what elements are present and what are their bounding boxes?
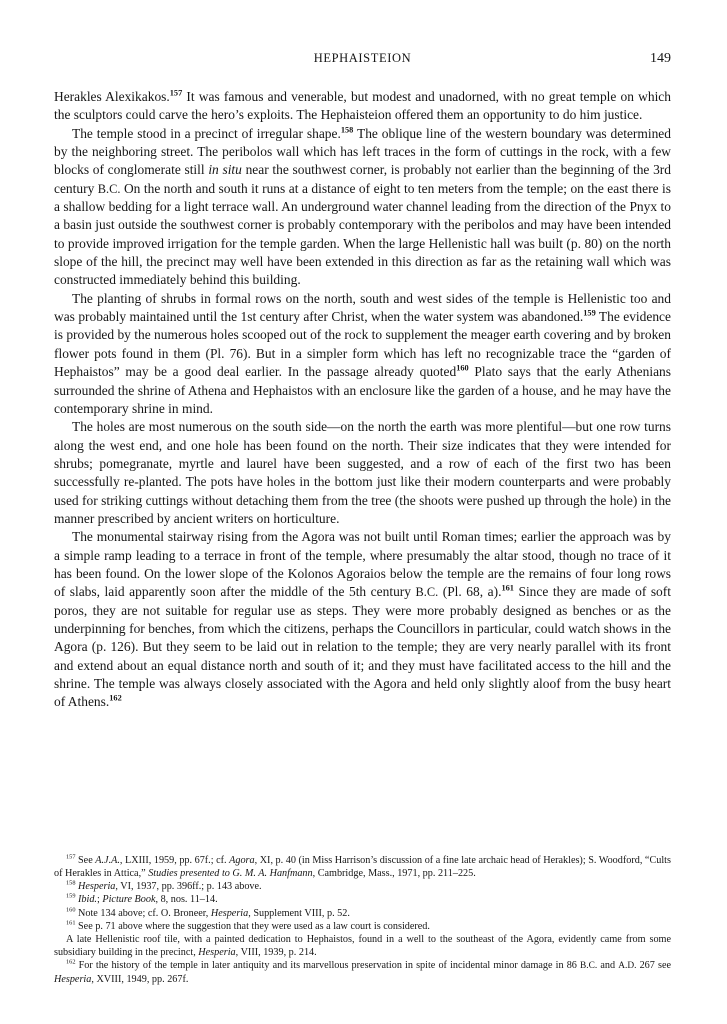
footnote-162: $^{162}$ For the history of the temple in later antiquity and its marvellous preservation in spite of incidental minor damage in 86 B.C. and A.D. 267 see Hesperia, XVIII, 1949, pp. 267f. <box>54 958 672 986</box>
footnote-158: $^{158}$ Hesperia, VI, 1937, pp. 396ff.; p. 143 above. <box>66 879 262 893</box>
paragraph: Herakles Alexikakos.$^{157}$ It was famous and venerable, but modest and unadorned, with no great temple on which the sculptors could carve the hero’s exploits. The Hephaisteion offered them an opportunity to do him justice. <box>54 88 671 123</box>
footnote-159: $^{159}$ Ibid.; Picture Book, 8, nos. 11–14. <box>66 893 218 906</box>
paragraph: The planting of shrubs in formal rows on the north, south and west sides of the temple is Hellenistic too and was probably maintained until the 1st century after Christ, when the water system was abandoned.$^{159}$ The evidence is provided by the numerous holes scooped out of the rock to supplement the meager earth covering and by broken flower pots found in them (Pl. 76). But in a simpler form which has left no recognizable trace the “garden of Hephaistos” may be a good deal earlier. In the passage already quoted$^{160}$ Plato says that the early Athenians surrounded the shrine of Athena and Hephaistos with an enclosure like the garden of a house, and he may have the contemporary shrine in mind. <box>54 290 671 416</box>
footnotes <box>54 854 671 987</box>
paragraph: The monumental stairway rising from the Agora was not built until Roman times; earlier the approach was by a simple ramp leading to a terrace in front of the temple, where presumably the altar stood, though no trace of it has been found. On the lower slope of the Kolonos Agoraios below the temple are the remains of four long rows of slabs, laid apparently soon after the middle of the 5th century B.C. (Pl. 68, a).$^{161}$ Since they are made of soft poros, they are not suitable for regular use as steps. They were more probably designed as benches or as the underpinning for benches, from which the citizens, perhaps the Councillors in particular, could watch shows in the Agora (p. 126). But they seem to be laid out in relation to the temple; they are very nearly parallel with its front and extend about an equal distance north and south of it; and they must have facilitated access to the hill and the shrine. The temple was always closely associated with the Agora and held only slightly aloof from the busy heart of Athens.$^{162}$ <box>54 529 671 710</box>
footnote-161-continued: A late Hellenistic roof tile, with a painted dedication to Hephaistos, found in a well to the southeast of the Agora, evidently came from some subsidiary building in the precinct, Hesperia, VIII, 1939, p. 214. <box>54 933 671 959</box>
page-number: 149 <box>650 51 671 66</box>
paragraph: The temple stood in a precinct of irregular shape.$^{158}$ The oblique line of the western boundary was determined by the neighboring street. The peribolos wall which has left traces in the form of cuttings in the rock, with a few blocks of conglomerate still in situ near the southwest corner, is probably not earlier than the beginning of the 3rd century B.C. On the north and south it runs at a distance of eight to ten meters from the temple; on the east there is a shallow bedding for a light terrace wall. An underground water channel leading from the direction of the Pnyx to a basin just outside the southwest corner is probably contemporary with the peribolos and may have been intended to provide improved irrigation for the temple garden. When the large Hellenistic hall was built (p. 80) on the north slope of the hill, the precinct may well have been extended in this direction as far as the retaining wall which was constructed immediately behind this building. <box>54 125 672 288</box>
running-head: HEPHAISTEION <box>313 51 412 65</box>
footnote-161: $^{161}$ See p. 71 above where the suggestion that they were used as a law court is considered. <box>66 919 430 932</box>
footnote-160: $^{160}$ Note 134 above; cf. O. Broneer, Hesperia, Supplement VIII, p. 52. <box>66 906 350 919</box>
body-text <box>54 88 671 712</box>
footnote-157: $^{157}$ See A.J.A., LXIII, 1959, pp. 67f.; cf. Agora, XI, p. 40 (in Miss Harrison’s discussion of a fine late archaic head of Herakles); S. Woodford, “Cults of Herakles in Attica,” Studies presented to G. M. A. Hanfmann, Cambridge, Mass., 1971, pp. 211–225. <box>54 853 671 880</box>
paragraph: The holes are most numerous on the south side—on the north the earth was more plentiful—but one row turns along the west end, and one hole has been found on the north. Their size indicates that they were intended for shrubs; pomegranate, myrtle and laurel have been suggested, and a row of each of the first two has been successfully re-planted. The pots have holes in the bottom just like their modern counterparts and were probably used for striking cuttings without detaching them from the tree (the shoots were pushed up through the hole) in the manner prescribed by ancient writers on horticulture. <box>54 419 671 526</box>
page-header <box>54 51 671 73</box>
